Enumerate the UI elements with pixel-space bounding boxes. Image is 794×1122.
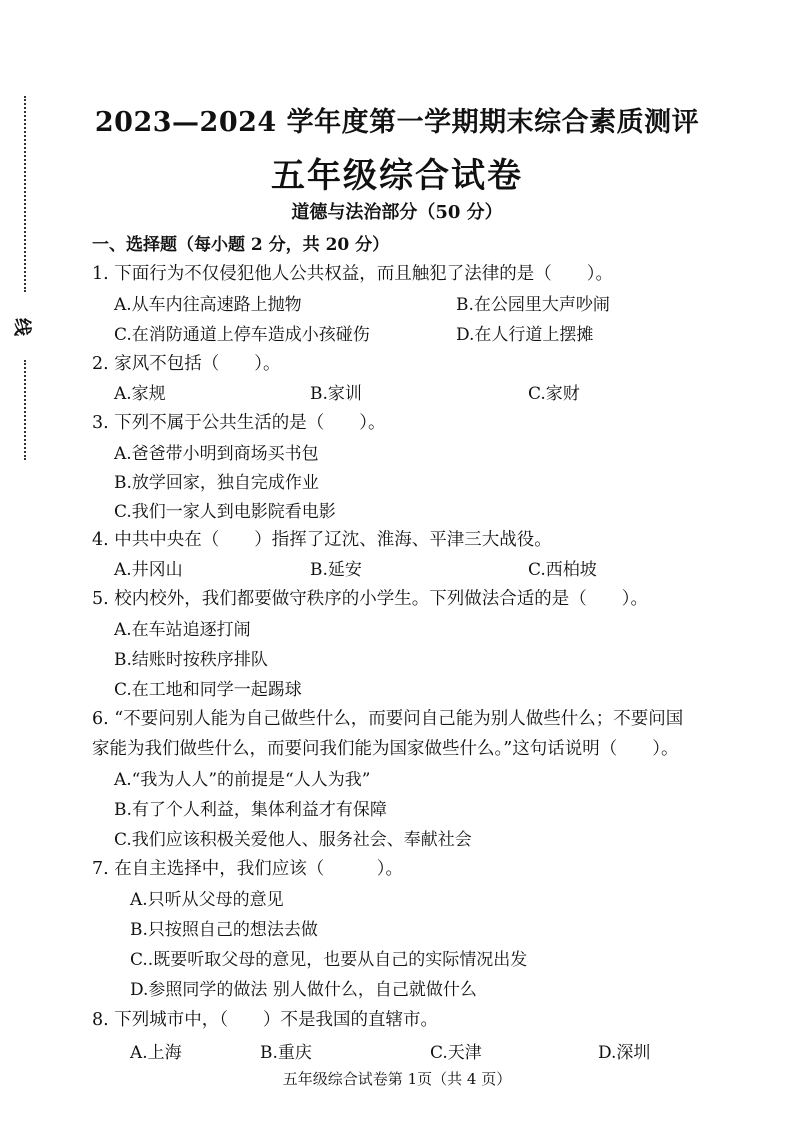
page-footer: 五年级综合试卷第 1页（共 4 页）	[282, 1070, 512, 1088]
question-7-option-d: D.参照同学的做法 别人做什么，自己就做什么	[130, 980, 477, 1000]
question-2-stem: 2. 家风不包括（ ）。	[92, 354, 281, 374]
question-5-stem: 5. 校内校外，我们都要做守秩序的小学生。下列做法合适的是（ ）。	[92, 589, 649, 609]
question-8-option-d: D.深圳	[598, 1043, 651, 1063]
question-5-option-c: C.在工地和同学一起踢球	[114, 680, 302, 700]
question-7-option-c: C..既要听取父母的意见，也要从自己的实际情况出发	[130, 950, 528, 970]
question-2-option-c: C.家财	[528, 384, 580, 404]
question-4-stem: 4. 中共中央在（ ）指挥了辽沈、淮海、平津三大战役。	[92, 530, 552, 550]
question-4-option-a: A.井冈山	[114, 560, 183, 580]
question-6-stem-line-1: 6. “不要问别人能为自己做些什么，而要问自己能为别人做些什么；不要问国	[92, 709, 684, 729]
question-1-option-b: B.在公园里大声吵闹	[456, 295, 610, 315]
question-7-stem: 7. 在自主选择中，我们应该（ ）。	[92, 859, 404, 879]
question-1-option-d: D.在人行道上摆摊	[456, 325, 594, 345]
question-6-option-b: B.有了个人利益，集体利益才有保障	[114, 800, 387, 820]
exam-title: 2023—2024 学年度第一学期期末综合素质测评	[94, 107, 700, 138]
question-8-option-a: A.上海	[130, 1043, 182, 1063]
question-2-option-a: A.家规	[114, 384, 166, 404]
section-title: 一、选择题（每小题 2 分，共 20 分）	[92, 235, 390, 255]
question-5-option-b: B.结账时按秩序排队	[114, 650, 268, 670]
question-1-stem: 1. 下面行为不仅侵犯他人公共权益，而且触犯了法律的是（ ）。	[92, 264, 614, 284]
question-1-option-c: C.在消防通道上停车造成小孩碰伤	[114, 325, 370, 345]
question-7-option-a: A.只听从父母的意见	[130, 890, 284, 910]
exam-subtitle: 五年级综合试卷	[271, 156, 523, 196]
question-4-option-c: C.西柏坡	[528, 560, 597, 580]
question-3-option-b: B.放学回家，独自完成作业	[114, 473, 319, 493]
question-1-option-a: A.从车内往高速路上抛物	[114, 295, 302, 315]
question-8-option-b: B.重庆	[260, 1043, 312, 1063]
binding-line-bottom	[24, 360, 26, 460]
question-7-option-b: B.只按照自己的想法去做	[130, 920, 318, 940]
question-3-stem: 3. 下列不属于公共生活的是（ ）。	[92, 413, 386, 433]
question-6-option-c: C.我们应该积极关爱他人、服务社会、奉献社会	[114, 830, 472, 850]
question-6-option-a: A.“我为人人”的前提是“人人为我”	[114, 770, 371, 790]
exam-part-title: 道德与法治部分（50 分）	[291, 202, 503, 223]
question-3-option-c: C.我们一家人到电影院看电影	[114, 502, 336, 522]
question-8-option-c: C.天津	[430, 1043, 482, 1063]
question-4-option-b: B.延安	[310, 560, 362, 580]
binding-label: 线	[11, 318, 32, 336]
question-8-stem: 8. 下列城市中，（ ）不是我国的直辖市。	[92, 1010, 439, 1030]
question-6-stem-line-2: 家能为我们做些什么，而要问我们能为国家做些什么。”这句话说明（ ）。	[92, 739, 679, 759]
question-2-option-b: B.家训	[310, 384, 362, 404]
question-5-option-a: A.在车站追逐打闹	[114, 620, 251, 640]
question-3-option-a: A.爸爸带小明到商场买书包	[114, 444, 319, 464]
